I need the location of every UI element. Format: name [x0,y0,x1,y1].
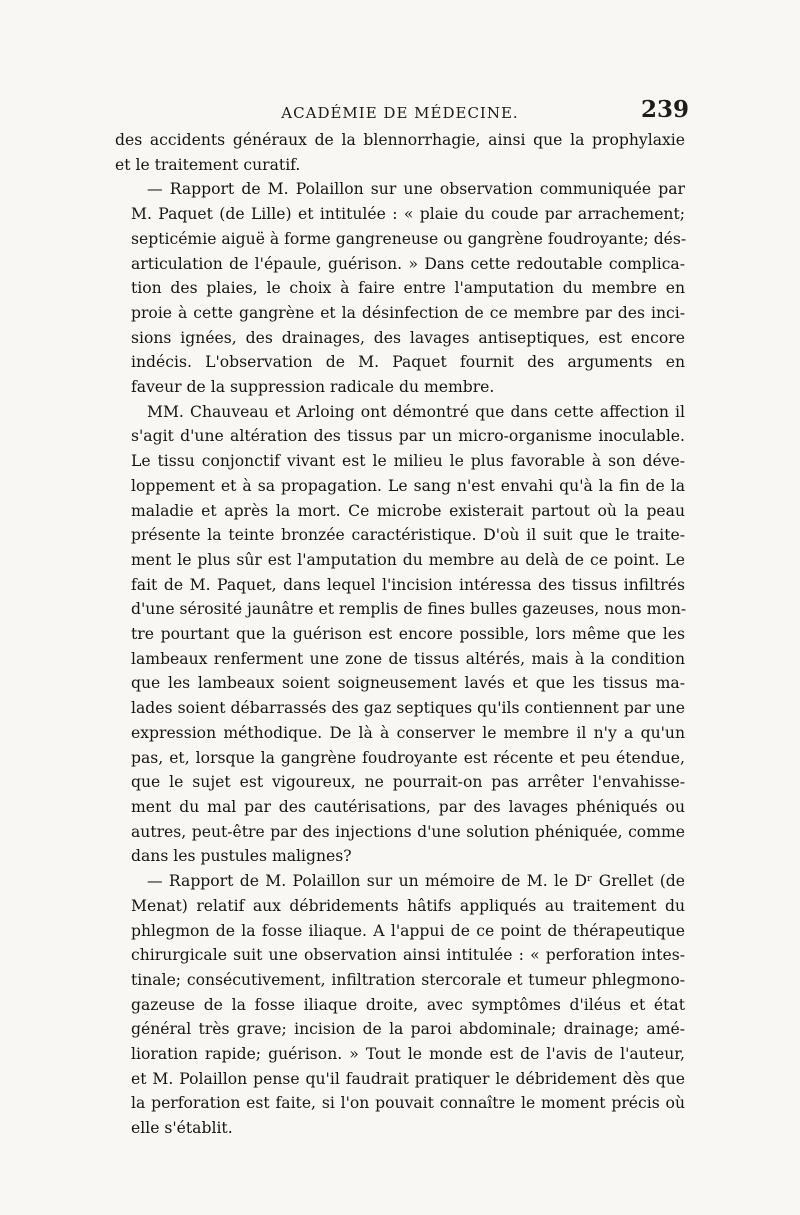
text-line: des accidents généraux de la blennorrhagie, ainsi que la prophylaxie [115,131,685,149]
text-line: général très grave; incision de la paroi abdominale; drainage; amé- [131,1020,685,1039]
text-line: lades soient débarrassés des gaz septiques qu'ils contiennent par une [131,699,685,718]
text-line: et le traitement curatif. [115,155,301,174]
text-line: MM. Chauveau et Arloing ont démontré que dans cette affection il [147,402,685,421]
paragraph-1 [115,128,685,177]
text-line: fait de M. Paquet, dans lequel l'incision intéressa des tissus infiltrés [131,575,685,594]
text-line: ment du mal par des cautérisations, par des lavages phéniqués ou [131,797,685,816]
text-line: phlegmon de la fosse iliaque. A l'appui de ce point de thérapeutique [131,921,685,940]
paragraph-3 [115,400,685,869]
paragraph-2 [115,177,685,399]
text-line: lioration rapide; guérison. » Tout le monde est de l'avis de l'auteur, [131,1045,685,1064]
text-line: s'agit d'une altération des tissus par un micro-organisme inoculable. [131,427,685,446]
body-text [115,128,685,1141]
text-line: — Rapport de M. Polaillon sur un mémoire de M. le Dʳ Grellet (de [147,872,685,891]
running-head [115,92,689,132]
text-line: que les lambeaux soient soigneusement lavés et que les tissus ma- [131,674,685,693]
text-line: gazeuse de la fosse iliaque droite, avec symptômes d'iléus et état [131,995,685,1014]
text-line: la perforation est faite, si l'on pouvait connaître le moment précis où [131,1094,685,1113]
text-line: loppement et à sa propagation. Le sang n'est envahi qu'à la fin de la [131,476,685,495]
text-line: articulation de l'épaule, guérison. » Dans cette redoutable complica- [131,254,685,273]
text-line: et M. Polaillon pense qu'il faudrait pratiquer le débridement dès que [131,1069,685,1088]
text-line: Menat) relatif aux débridements hâtifs appliqués au traitement du [131,896,685,915]
text-line: faveur de la suppression radicale du membre. [131,378,495,397]
text-line: septicémie aiguë à forme gangreneuse ou gangrène foudroyante; dés- [131,229,687,248]
text-line: M. Paquet (de Lille) et intitulée : « plaie du coude par arrachement; [131,205,685,224]
page-number: 239 [640,96,689,123]
text-line: tion des plaies, le choix à faire entre l'amputation du membre en [131,279,685,298]
text-line: expression méthodique. De là à conserver le membre il n'y a qu'un [131,723,685,742]
text-line: proie à cette gangrène et la désinfection de ce membre par des inci- [131,303,685,322]
text-line: — Rapport de M. Polaillon sur une observation communiquée par [147,180,685,199]
text-line: Le tissu conjonctif vivant est le milieu le plus favorable à son déve- [131,452,685,471]
text-line: d'une sérosité jaunâtre et remplis de fines bulles gazeuses, nous mon- [131,600,687,619]
text-line: lambeaux renferment une zone de tissus altérés, mais à la condition [131,649,685,668]
text-line: ment le plus sûr est l'amputation du membre au delà de ce point. Le [131,550,685,569]
text-line: chirurgicale suit une observation ainsi intitulée : « perforation intes- [131,946,685,965]
text-line: elle s'établit. [131,1119,233,1138]
text-line: sions ignées, des drainages, des lavages antiseptiques, est encore [131,328,685,347]
text-line: dans les pustules malignes? [131,847,352,866]
paragraph-4 [115,869,685,1141]
text-line: indécis. L'observation de M. Paquet fournit des arguments en [131,353,685,372]
running-title: ACADÉMIE DE MÉDECINE. [281,104,519,122]
text-line: tinale; consécutivement, infiltration stercorale et tumeur phlegmono- [131,970,685,989]
text-line: que le sujet est vigoureux, ne pourrait-on pas arrêter l'envahisse- [131,773,685,792]
text-line: autres, peut-être par des injections d'une solution phéniquée, comme [131,822,685,841]
text-line: pas, et, lorsque la gangrène foudroyante est récente et peu étendue, [131,748,685,767]
text-line: maladie et après la mort. Ce microbe existerait partout où la peau [131,501,685,520]
text-line: présente la teinte bronzée caractéristique. D'où il suit que le traite- [131,526,685,545]
text-line: tre pourtant que la guérison est encore possible, lors même que les [131,625,685,644]
